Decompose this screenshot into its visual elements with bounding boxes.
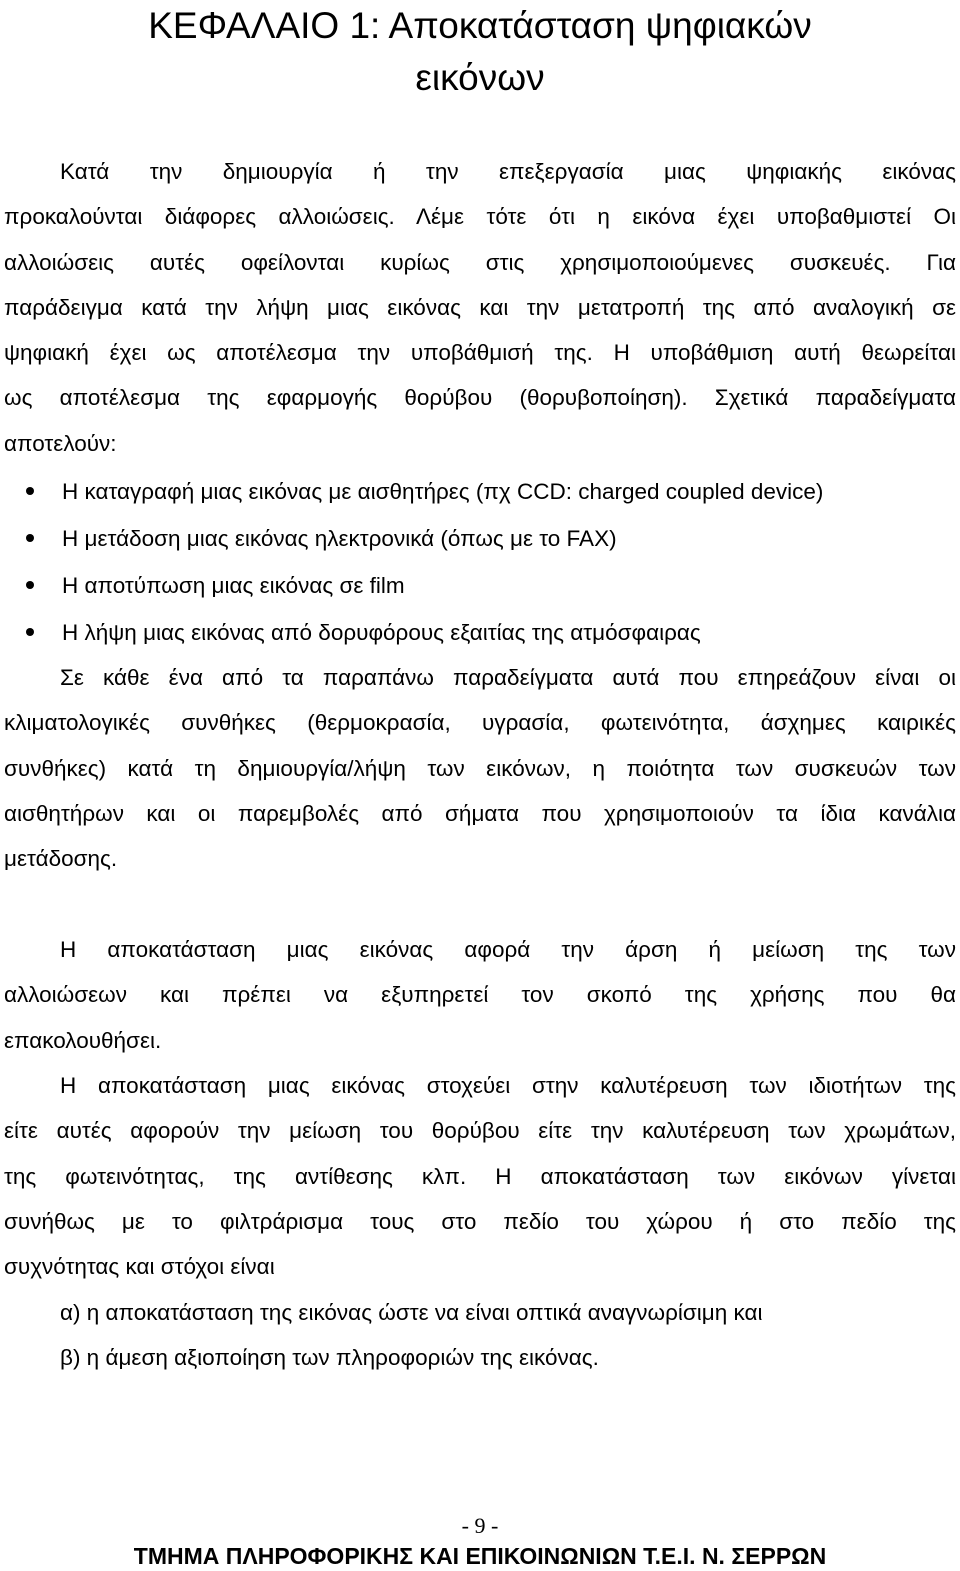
goal-item: β) η άμεση αξιοποίηση των πληροφοριών της εικόνας. — [60, 1345, 599, 1371]
list-item-text: Η αποτύπωση μιας εικόνας σε film — [62, 573, 405, 598]
paragraph-intro — [4, 149, 956, 466]
footer-department: ΤΜΗΜΑ ΠΛΗΡΟΦΟΡΙΚΗΣ ΚΑΙ ΕΠΙΚΟΙΝΩΝΙΩΝ Τ.Ε.Ι. Ν. ΣΕΡΡΩΝ — [133, 1543, 827, 1569]
goals-list — [4, 1290, 956, 1381]
text-line: συχνότητας και στόχοι είναι — [4, 1254, 275, 1280]
text-line: επακολουθήσει. — [4, 1027, 162, 1053]
list-item — [0, 515, 960, 562]
text-line: συνθήκες) κατά τη δημιουργία/λήψη των εικόνων, η ποιότητα των συσκευών των — [4, 755, 956, 781]
list-item-text: Η καταγραφή μιας εικόνας με αισθητήρες (πχ CCD: charged coupled device) — [62, 479, 824, 504]
bullet-icon — [26, 581, 34, 589]
paragraph-restoration-definition — [4, 927, 956, 1063]
bullet-icon — [26, 487, 34, 495]
text-line: Η αποκατάσταση μιας εικόνας αφορά την άρση ή μείωση της των — [60, 937, 956, 962]
goal-item: α) η αποκατάσταση της εικόνας ώστε να είναι οπτικά αναγνωρίσιμη και — [60, 1300, 763, 1325]
text-line: αλλοιώσεων και πρέπει να εξυπηρετεί τον σκοπό της χρήσης που θα — [4, 982, 956, 1008]
chapter-title-line: ΚΕΦΑΛΑΙΟ 1: Αποκατάσταση ψηφιακών — [148, 5, 812, 46]
chapter-title — [0, 0, 960, 104]
text-line: Σε κάθε ένα από τα παραπάνω παραδείγματα αυτά που επηρεάζουν είναι οι — [60, 665, 956, 690]
text-line: της φωτεινότητας, της αντίθεσης κλπ. Η αποκατάσταση των εικόνων γίνεται — [4, 1163, 956, 1189]
text-line: συνήθως με το φιλτράρισμα τους στο πεδίο του χώρου ή στο πεδίο της — [4, 1208, 956, 1234]
text-line: κλιματολογικές συνθήκες (θερμοκρασία, υγρασία, φωτεινότητα, άσχημες καιρικές — [4, 710, 956, 736]
list-item — [0, 562, 960, 609]
bullet-icon — [26, 534, 34, 542]
paragraph-restoration-goals — [4, 1063, 956, 1289]
text-line: αποτελούν: — [4, 430, 117, 456]
chapter-title-line: εικόνων — [415, 57, 545, 98]
text-line: Η αποκατάσταση μιας εικόνας στοχεύει στην καλυτέρευση των ιδιοτήτων της — [60, 1073, 956, 1098]
text-line: προκαλούνται διάφορες αλλοιώσεις. Λέμε τότε ότι η εικόνα έχει υποβαθμιστεί Οι — [4, 204, 956, 230]
examples-bullet-list — [0, 468, 960, 656]
bullet-icon — [26, 628, 34, 636]
text-line: ψηφιακή έχει ως αποτέλεσμα την υποβάθμισή της. Η υποβάθμιση αυτή θεωρείται — [4, 340, 956, 366]
text-line: είτε αυτές αφορούν την μείωση του θορύβου είτε την καλυτέρευση των χρωμάτων, — [4, 1118, 956, 1144]
text-line: ως αποτέλεσμα της εφαρμογής θορύβου (θορυβοποίηση). Σχετικά παραδείγματα — [4, 385, 956, 411]
text-line: αλλοιώσεις αυτές οφείλονται κυρίως στις χρησιμοποιούμενες συσκευές. Για — [4, 249, 956, 275]
text-line: παράδειγμα κατά την λήψη μιας εικόνας και την μετατροπή της από αναλογική σε — [4, 294, 956, 320]
list-item — [0, 609, 960, 656]
list-item — [0, 468, 960, 515]
text-line: αισθητήρων και οι παρεμβολές από σήματα που χρησιμοποιούν τα ίδια κανάλια — [4, 800, 956, 826]
list-item-text: Η μετάδοση μιας εικόνας ηλεκτρονικά (όπως με το FAX) — [62, 526, 617, 551]
list-item-text: Η λήψη μιας εικόνας από δορυφόρους εξαιτίας της ατμόσφαιρας — [62, 620, 701, 645]
paragraph-conditions — [4, 655, 956, 881]
text-line: Κατά την δημιουργία ή την επεξεργασία μιας ψηφιακής εικόνας — [60, 159, 956, 184]
text-line: μετάδοσης. — [4, 846, 118, 872]
page-number: - 9 - — [461, 1513, 499, 1538]
